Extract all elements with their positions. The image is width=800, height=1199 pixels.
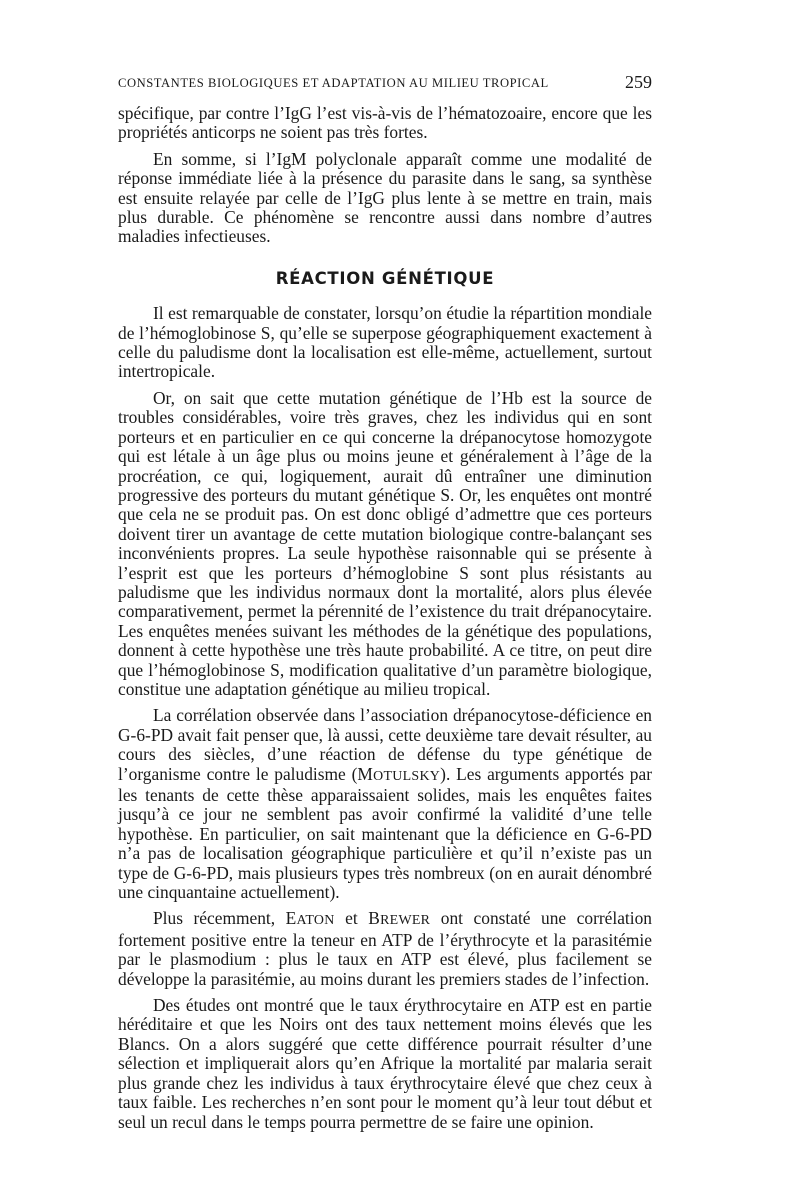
body-text bbox=[118, 104, 652, 1139]
paragraph-hemoglobinose-s: Il est remarquable de constater, lorsqu’on étudie la répartition mondiale de l’hémoglobinose S, qu’elle se superpose géographiquement exactement à celle du paludisme dont la localisation est elle-même, actuellement, surtout intertropicale. bbox=[118, 303, 652, 382]
paragraph-g6pd bbox=[118, 706, 652, 902]
paragraph-atp-conjunction: et bbox=[334, 908, 369, 929]
paragraph-g6pd-part2: ). Les arguments apportés par les tenants de cette thèse apparaissaient solides, mais les enquêtes faites jusqu’à ce jour ne semblent pas avoir confirmé la validité d’une telle hypothèse. En particulier, on sait maintenant que la déficience en G-6-PD n’a pas de localisation géographique particulière et qu’il n’existe pas un type de G-6-PD, mais plusieurs types très nombreux (on en aurait dénombré une cinquantaine actuellement). bbox=[118, 763, 653, 903]
paragraph-atp-part1: Plus récemment, bbox=[153, 908, 286, 929]
paragraph-igm-igg-summary: En somme, si l’IgM polyclonale apparaît comme une modalité de réponse immédiate liée à la présence du parasite dans le sang, sa synthèse est ensuite relayée par celle de l’IgG plus lente à se mettre en train, mais plus durable. Ce phénomène se rencontre aussi dans nombre d’autres maladies infectieuses. bbox=[118, 148, 652, 247]
author-brewer: BREWER bbox=[368, 908, 431, 929]
running-title: CONSTANTES BIOLOGIQUES ET ADAPTATION AU MILIEU TROPICAL bbox=[118, 76, 549, 90]
running-header bbox=[118, 74, 652, 94]
paragraph-continued: spécifique, par contre l’IgG l’est vis-à-vis de l’hématozoaire, encore que les propriétés anticorps ne soient pas très fortes. bbox=[118, 103, 652, 143]
paragraph-g6pd-part1: La corrélation observée dans l’association drépanocytose-déficience en G-6-PD avait fait penser que, là aussi, cette deuxième tare devait résulter, au cours des siècles, d’une réaction de défense du type génétique de l’organisme contre le paludisme ( bbox=[118, 705, 652, 784]
paragraph-atp-heredity: Des études ont montré que le taux érythrocytaire en ATP est en partie héréditaire et que les Noirs ont des taux nettement moins élevés que les Blancs. On a alors suggéré que cette différence pourrait résulter d’une sélection et impliquerait alors qu’en Afrique la mortalité par malaria serait plus grande chez les individus à taux érythrocytaire élevé que chez ceux à taux faible. Les recherches n’en sont pour le moment qu’à leur tout début et seul un recul dans le temps pourra permettre de se faire une opinion. bbox=[118, 995, 652, 1132]
paragraph-atp-correlation bbox=[118, 909, 652, 989]
page-number: 259 bbox=[625, 72, 652, 92]
author-eaton: EATON bbox=[285, 908, 335, 929]
paragraph-atp-part2: ont constaté une corrélation fortement positive entre la teneur en ATP de l’érythrocyte et la parasitémie par le plasmodium : plus le taux en ATP est élevé, plus facilement se développe la parasitémie, au moins durant les premiers stades de l’infection. bbox=[118, 908, 652, 989]
author-motulsky: MOTULSKY bbox=[357, 763, 441, 784]
paragraph-mutation-genetique: Or, on sait que cette mutation génétique de l’Hb est la source de troubles considérables, voire très graves, chez les individus qui en sont porteurs et en particulier en ce qui concerne la drépanocytose homozygote qui est létale à un âge plus ou moins jeune et généralement à l’âge de la procréation, ce qui, logiquement, aurait dû entraîner une diminution progressive des porteurs du mutant génétique S. Or, les enquêtes ont montré que cela ne se produit pas. On est donc obligé d’admettre que ces porteurs doivent tirer un avantage de cette mutation biologique contre-balançant ses inconvénients propres. La seule hypothèse raisonnable qui se présente à l’esprit est que les porteurs d’hémoglobine S sont plus résistants au paludisme que les individus normaux dont la mortalité, alors plus élevée comparativement, permet la pérennité de l’existence du trait drépanocytaire. Les enquêtes menées suivant les méthodes de la génétique des populations, donnent à cette hypothèse une très haute probabilité. A ce titre, on peut dire que l’hémoglobinose S, modification qualitative d’un paramètre biologique, constitue une adaptation génétique au milieu tropical. bbox=[118, 387, 652, 699]
section-heading: RÉACTION GÉNÉTIQUE bbox=[275, 268, 495, 288]
